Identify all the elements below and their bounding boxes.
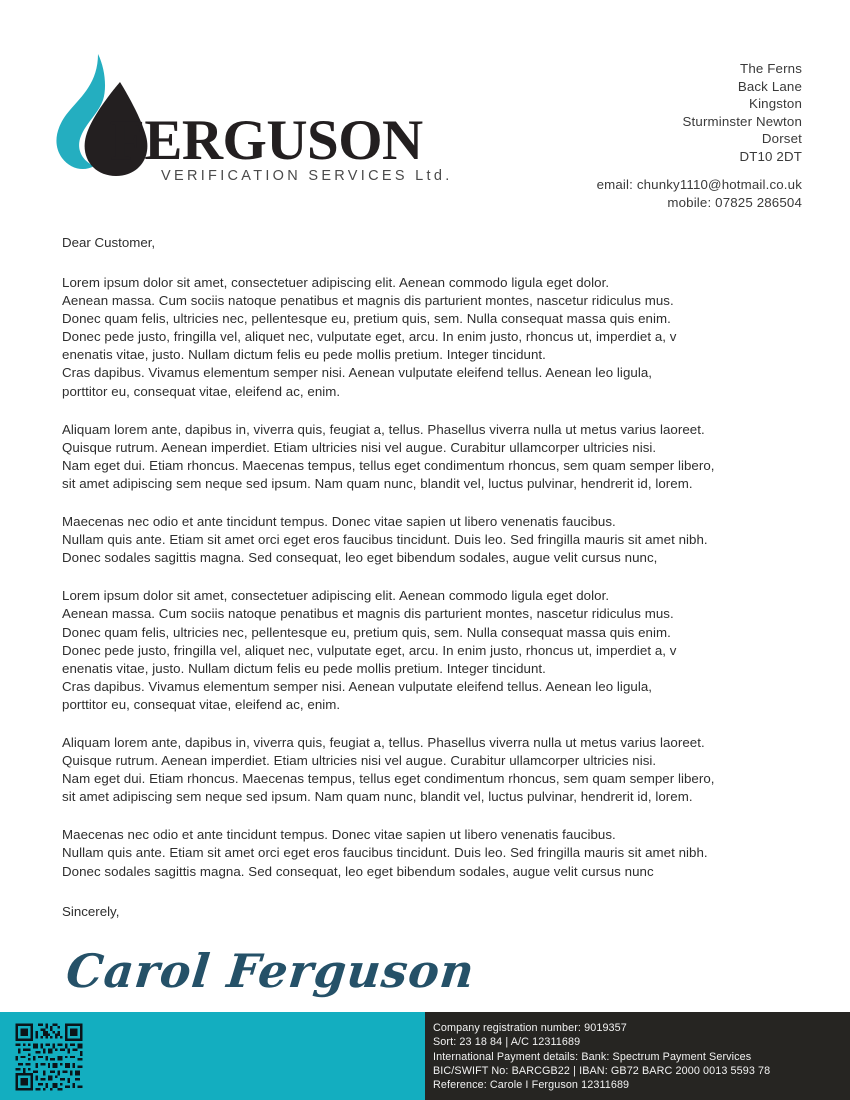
- letterhead-footer: [0, 1012, 850, 1100]
- text-line: Quisque rutrum. Aenean imperdiet. Etiam ultricies nisi vel augue. Curabitur ullamcorper ultricies nisi.: [62, 439, 657, 455]
- text-line: sit amet adipiscing sem neque sed ipsum. Nam quam nunc, blandit vel, luctus pulvinar, hendrerit id, lorem.: [62, 475, 693, 491]
- text-line: Aenean massa. Cum sociis natoque penatibus et magnis dis parturient montes, nascetur ridiculus mus.: [62, 606, 674, 622]
- paragraph: [62, 826, 802, 880]
- footer-line-bic-iban: BIC/SWIFT No: BARCGB22 | IBAN: GB72 BARC 2000 0013 5593 78: [433, 1064, 771, 1077]
- qr-code-icon[interactable]: [13, 1021, 85, 1093]
- contact-mobile: mobile: 07825 286504: [667, 194, 802, 210]
- company-contact: [597, 176, 802, 211]
- address-line: Dorset: [761, 131, 802, 147]
- text-line: Nam eget dui. Etiam rhoncus. Maecenas tempus, tellus eget condimentum rhoncus, sem quam semper libero,: [62, 771, 715, 787]
- paragraph: [62, 274, 802, 401]
- text-line: Maecenas nec odio et ante tincidunt tempus. Donec vitae sapien ut libero venenatis faucibus.: [62, 514, 616, 530]
- text-line: sit amet adipiscing sem neque sed ipsum. Nam quam nunc, blandit vel, luctus pulvinar, hendrerit id, lorem.: [62, 789, 693, 805]
- paragraph: [62, 421, 802, 493]
- logo-wordmark: FERGUSON: [110, 109, 423, 172]
- text-line: Quisque rutrum. Aenean imperdiet. Etiam ultricies nisi vel augue. Curabitur ullamcorper ultricies nisi.: [62, 753, 657, 769]
- footer-accent-band: [0, 1012, 425, 1100]
- text-line: Maecenas nec odio et ante tincidunt tempus. Donec vitae sapien ut libero venenatis faucibus.: [62, 827, 616, 843]
- footer-bank-details: [433, 1021, 770, 1092]
- letterhead-header: [0, 0, 850, 225]
- address-line: Back Lane: [737, 78, 802, 94]
- text-line: Nam eget dui. Etiam rhoncus. Maecenas tempus, tellus eget condimentum rhoncus, sem quam semper libero,: [62, 457, 715, 473]
- address-line: The Ferns: [740, 61, 802, 76]
- address-postcode: DT10 2DT: [739, 148, 802, 164]
- text-line: enenatis vitae, justo. Nullam dictum felis eu pede mollis pretium. Integer tincidunt.: [62, 660, 546, 676]
- footer-line-international: International Payment details: Bank: Spectrum Payment Services: [433, 1050, 752, 1063]
- text-line: Cras dapibus. Vivamus elementum semper nisi. Aenean vulputate eleifend tellus. Aenean leo ligula,: [62, 678, 653, 694]
- text-line: Donec quam felis, ultricies nec, pellentesque eu, pretium quis, sem. Nulla consequat massa quis enim.: [62, 311, 671, 327]
- closing: Sincerely,: [62, 903, 120, 919]
- footer-line-sort-account: Sort: 23 18 84 | A/C 12311689: [433, 1036, 581, 1049]
- text-line: porttitor eu, consequat vitae, eleifend ac, enim.: [62, 696, 341, 712]
- footer-details-panel: [425, 1012, 850, 1100]
- company-logo: [48, 52, 453, 187]
- company-address: [683, 60, 802, 166]
- logo-tagline: VERIFICATION SERVICES Ltd.: [161, 168, 453, 184]
- paragraph: [62, 513, 802, 567]
- address-line: Sturminster Newton: [682, 113, 802, 129]
- text-line: Donec pede justo, fringilla vel, aliquet nec, vulputate eget, arcu. In enim justo, rhoncus ut, imperdiet a, v: [62, 329, 677, 345]
- paragraph: [62, 734, 802, 806]
- text-line: enenatis vitae, justo. Nullam dictum felis eu pede mollis pretium. Integer tincidunt.: [62, 347, 546, 363]
- footer-line-reference: Reference: Carole I Ferguson 12311689: [433, 1079, 630, 1092]
- text-line: Donec sodales sagittis magna. Sed consequat, leo eget bibendum sodales, augue velit cursus nunc,: [62, 550, 658, 566]
- letter-body: [62, 234, 802, 1043]
- salutation: Dear Customer,: [62, 235, 156, 250]
- text-line: Nullam quis ante. Etiam sit amet orci eget eros faucibus tincidunt. Duis leo. Sed fringilla mauris sit amet nibh.: [62, 532, 708, 548]
- signature: Carol Ferguson: [63, 943, 478, 998]
- text-line: Donec pede justo, fringilla vel, aliquet nec, vulputate eget, arcu. In enim justo, rhoncus ut, imperdiet a, v: [62, 642, 677, 658]
- footer-line-registration: Company registration number: 9019357: [433, 1022, 627, 1034]
- text-line: Donec sodales sagittis magna. Sed consequat, leo eget bibendum sodales, augue velit cursus nunc: [62, 863, 654, 879]
- text-line: Aenean massa. Cum sociis natoque penatibus et magnis dis parturient montes, nascetur ridiculus mus.: [62, 293, 674, 309]
- text-line: Lorem ipsum dolor sit amet, consectetuer adipiscing elit. Aenean commodo ligula eget dolor.: [62, 275, 610, 290]
- text-line: Cras dapibus. Vivamus elementum semper nisi. Aenean vulputate eleifend tellus. Aenean leo ligula,: [62, 365, 653, 381]
- address-line: Kingston: [749, 96, 802, 112]
- text-line: porttitor eu, consequat vitae, eleifend ac, enim.: [62, 383, 341, 399]
- text-line: Donec quam felis, ultricies nec, pellentesque eu, pretium quis, sem. Nulla consequat massa quis enim.: [62, 624, 671, 640]
- paragraph: [62, 587, 802, 714]
- text-line: Nullam quis ante. Etiam sit amet orci eget eros faucibus tincidunt. Duis leo. Sed fringilla mauris sit amet nibh.: [62, 845, 708, 861]
- contact-email[interactable]: email: chunky1110@hotmail.co.uk: [596, 177, 802, 192]
- text-line: Aliquam lorem ante, dapibus in, viverra quis, feugiat a, tellus. Phasellus viverra nulla ut metus varius laoreet.: [62, 734, 705, 750]
- text-line: Lorem ipsum dolor sit amet, consectetuer adipiscing elit. Aenean commodo ligula eget dolor.: [62, 588, 610, 604]
- text-line: Aliquam lorem ante, dapibus in, viverra quis, feugiat a, tellus. Phasellus viverra nulla ut metus varius laoreet.: [62, 421, 705, 437]
